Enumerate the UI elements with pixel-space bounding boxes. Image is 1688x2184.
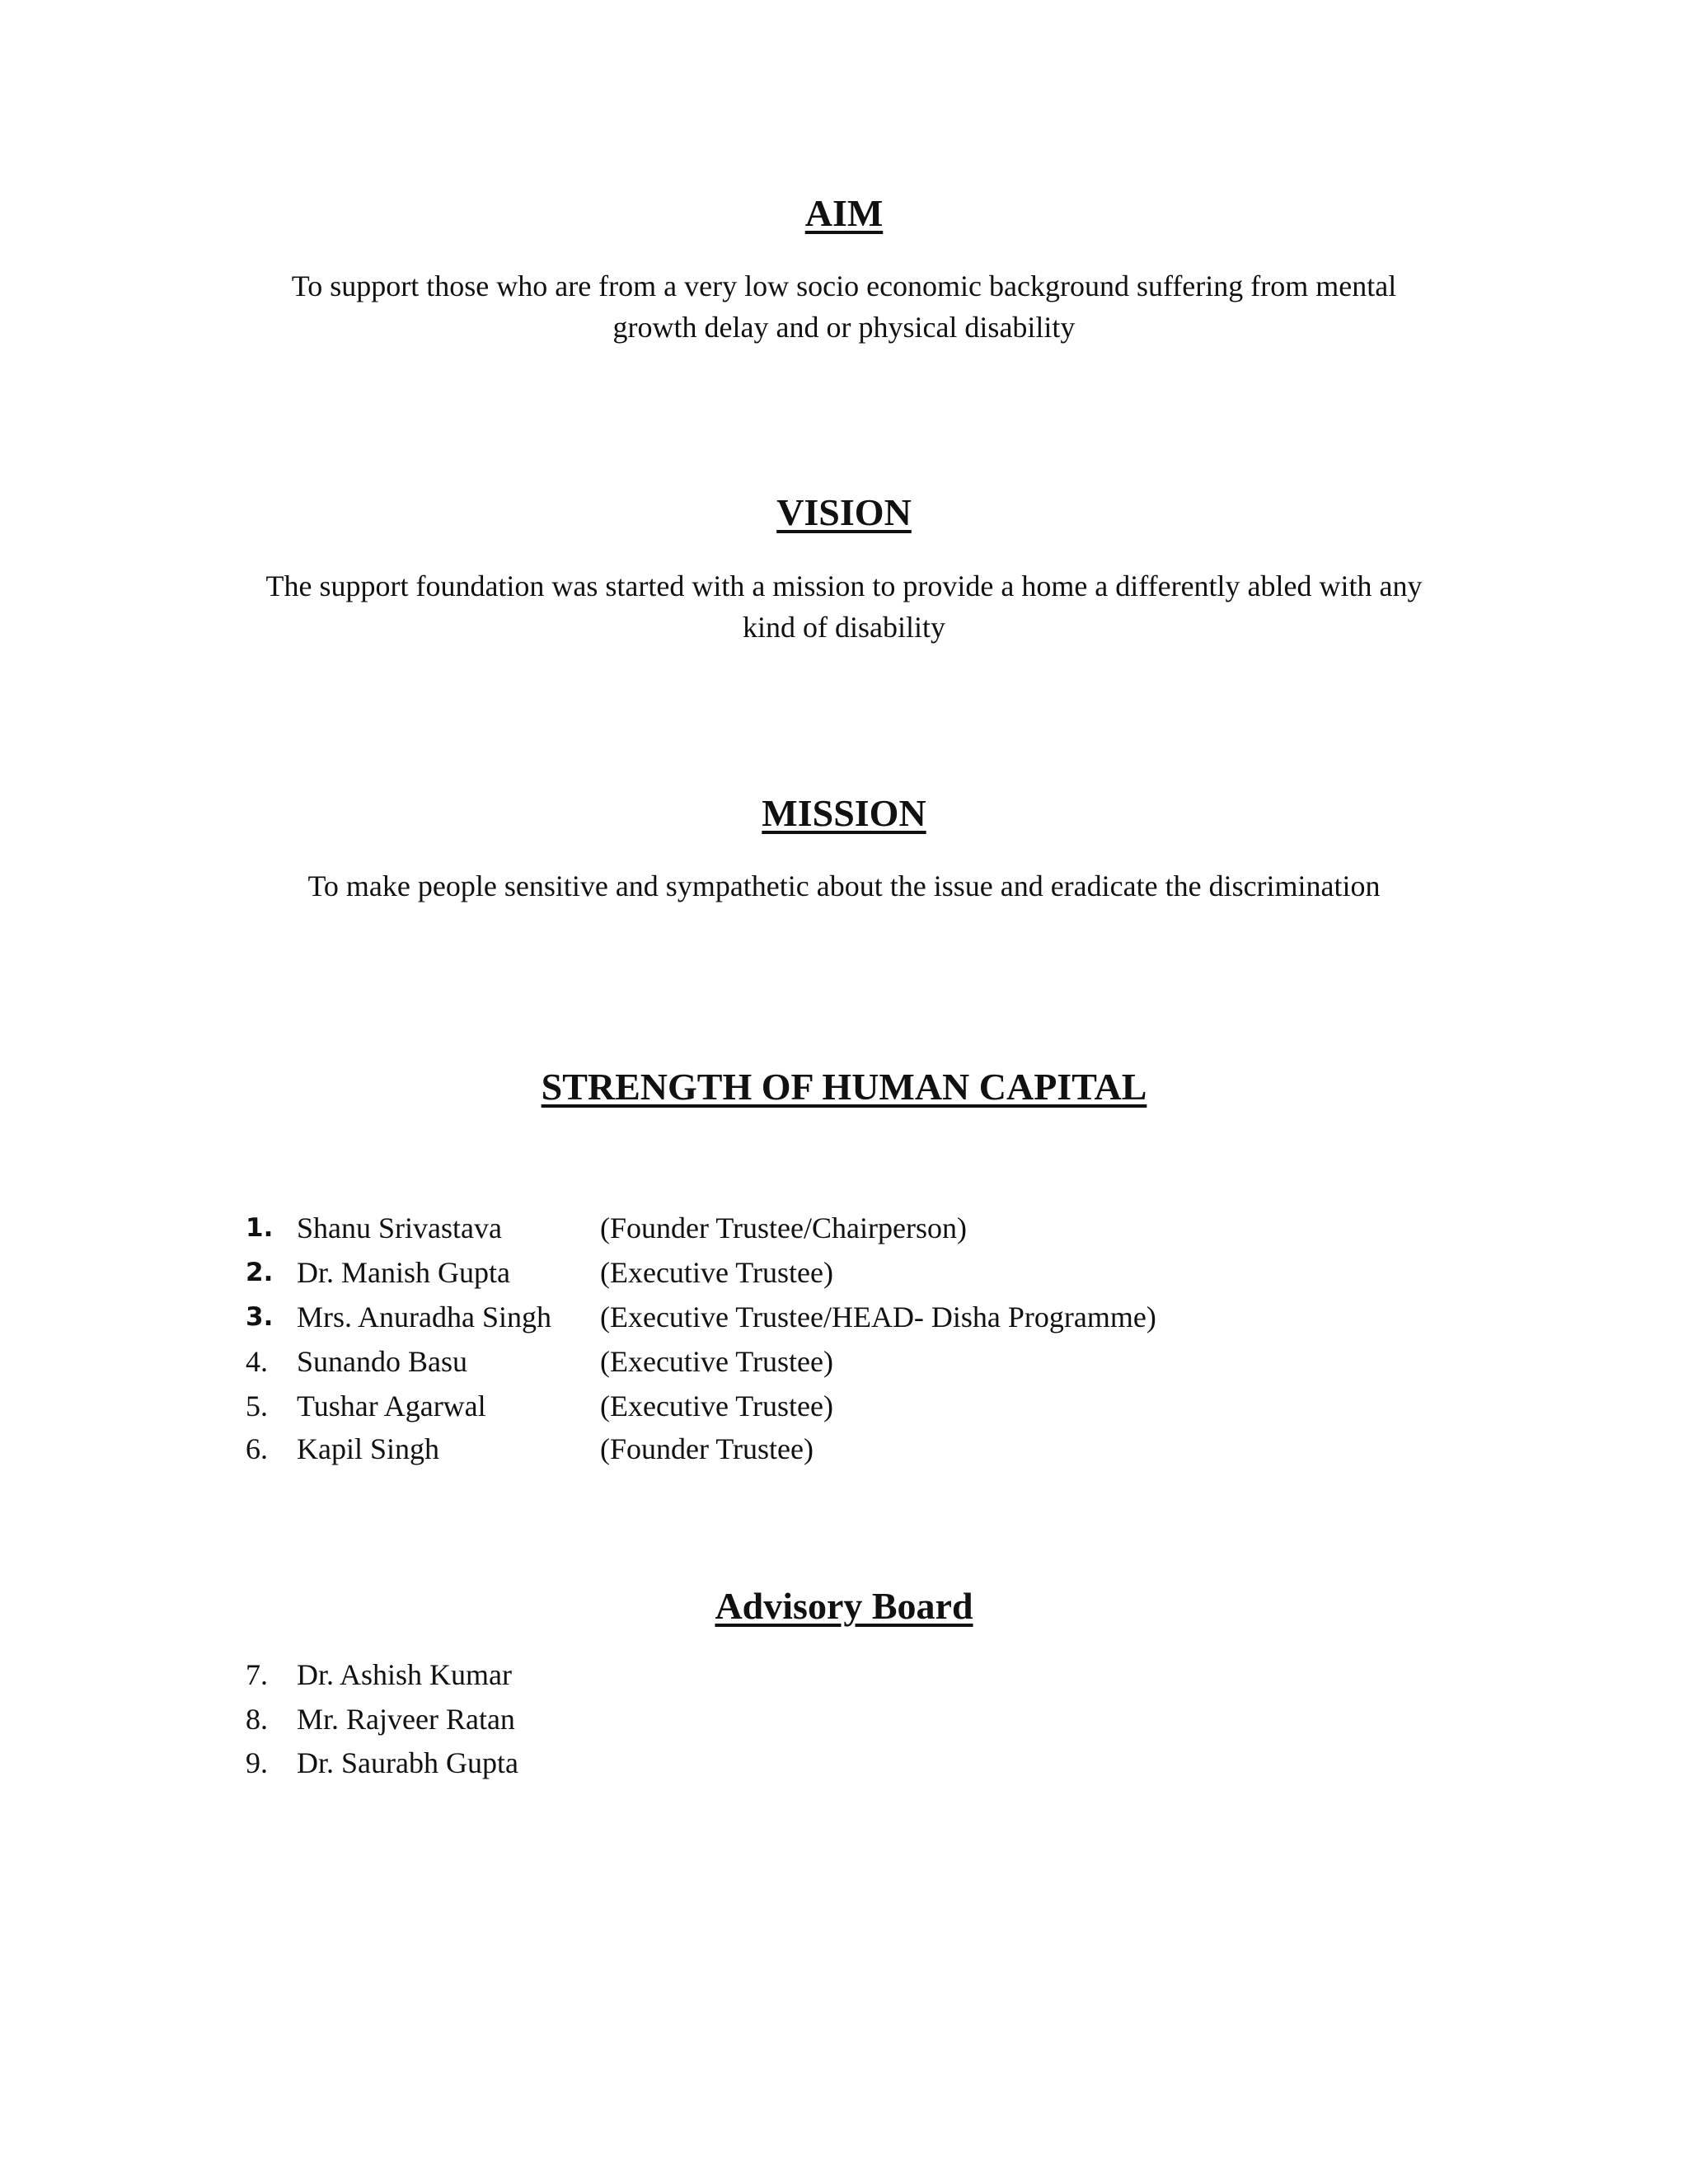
list-item-number: 6. (246, 1432, 268, 1465)
list-item-role: (Founder Trustee/Chairperson) (600, 1212, 967, 1244)
list-item-number: 3. (246, 1302, 274, 1332)
list-item-number: 1. (246, 1213, 274, 1243)
list-item-role: (Executive Trustee) (600, 1390, 833, 1422)
aim-text-line-1: To support those who are from a very low socio economic background suffering from mental (291, 269, 1397, 302)
mission-text (0, 865, 1688, 907)
list-item-role: (Executive Trustee) (600, 1345, 833, 1378)
vision-text-line-2: kind of disability (743, 611, 945, 644)
list-item-name: Kapil Singh (297, 1432, 440, 1465)
list-item-role: (Executive Trustee/HEAD- Disha Programme) (600, 1301, 1156, 1333)
list-item-name: Mr. Rajveer Ratan (297, 1703, 515, 1736)
aim-text-line-2: growth delay and or physical disability (612, 311, 1076, 344)
list-item-name: Dr. Saurabh Gupta (297, 1746, 518, 1779)
mission-text-line-1: To make people sensitive and sympathetic about the issue and eradicate the discrimination (307, 869, 1381, 902)
list-item-number: 2. (246, 1258, 274, 1287)
list-item-role: (Executive Trustee) (600, 1256, 833, 1289)
list-item-name: Dr. Ashish Kumar (297, 1658, 512, 1691)
list-item-number: 8. (246, 1703, 268, 1736)
list-item-number: 9. (246, 1746, 268, 1779)
list-item-name: Mrs. Anuradha Singh (297, 1301, 551, 1333)
vision-text (0, 565, 1688, 648)
list-item-number: 7. (246, 1658, 268, 1691)
aim-text (0, 265, 1688, 348)
vision-text-line-1: The support foundation was started with a mission to provide a home a differently abled with any (265, 569, 1423, 602)
list-item-name: Tushar Agarwal (297, 1390, 486, 1422)
list-item-name: Sunando Basu (297, 1345, 467, 1378)
list-item-role: (Founder Trustee) (600, 1432, 814, 1465)
advisory-board-heading: Advisory Board (715, 1585, 973, 1627)
aim-heading: AIM (804, 192, 884, 234)
list-item-number: 5. (246, 1390, 268, 1422)
mission-heading: MISSION (762, 792, 926, 834)
vision-heading: VISION (776, 491, 912, 533)
list-item-name: Dr. Manish Gupta (297, 1256, 510, 1289)
list-item-name: Shanu Srivastava (297, 1212, 502, 1244)
list-item-number: 4. (246, 1345, 268, 1378)
human-capital-heading: STRENGTH OF HUMAN CAPITAL (541, 1066, 1147, 1108)
